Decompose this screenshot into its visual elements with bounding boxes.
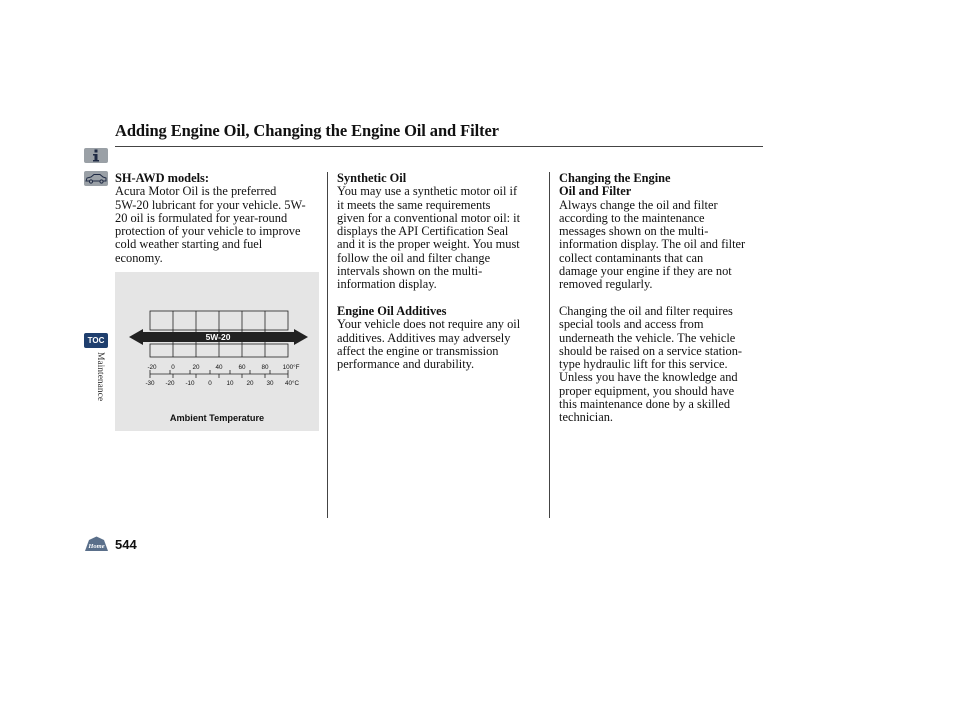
text-line: intervals shown on the multi- xyxy=(337,264,483,279)
text-line: 20 oil is formulated for year-round xyxy=(115,210,288,225)
c-tick: -10 xyxy=(185,380,195,387)
text-line: underneath the vehicle. The vehicle xyxy=(559,330,736,345)
heading-sh-awd: SH-AWD models: xyxy=(115,171,209,185)
text-line: special tools and access from xyxy=(559,317,704,332)
column-divider xyxy=(549,172,550,518)
viscosity-chart xyxy=(115,272,319,431)
text-line: protection of your vehicle to improve xyxy=(115,224,301,239)
f-tick: 0 xyxy=(171,364,175,371)
text-line: information display. xyxy=(337,277,437,292)
text-line: Unless you have the knowledge and xyxy=(559,370,738,385)
text-line: should be raised on a service station- xyxy=(559,343,743,358)
figure-caption: Ambient Temperature xyxy=(169,413,265,423)
paragraph-gap xyxy=(337,292,547,305)
text-line: Acura Motor Oil is the preferred xyxy=(115,184,277,199)
text-line: damage your engine if they are not xyxy=(559,264,732,279)
heading-synthetic-oil: Synthetic Oil xyxy=(337,171,407,185)
title-rule xyxy=(115,146,763,147)
f-tick: 40 xyxy=(215,364,223,371)
c-tick: 30 xyxy=(266,380,274,387)
text-line: additives. Additives may adversely xyxy=(337,330,511,345)
text-line: cold weather starting and fuel xyxy=(115,237,263,252)
text-line: You may use a synthetic motor oil if xyxy=(337,184,518,199)
text-line: 5W-20 lubricant for your vehicle. 5W- xyxy=(115,197,306,212)
text-line: displays the API Certification Seal xyxy=(337,224,509,239)
text-line: economy. xyxy=(115,250,163,265)
text-line: Always change the oil and filter xyxy=(559,197,718,212)
column-changing-oil xyxy=(559,172,769,425)
text-line: collect contaminants that can xyxy=(559,250,704,265)
car-icon[interactable] xyxy=(84,171,108,186)
text-line: type hydraulic lift for this service. xyxy=(559,357,728,372)
text-line: follow the oil and filter change xyxy=(337,250,491,265)
c-tick: -30 xyxy=(145,380,155,387)
home-icon xyxy=(83,536,110,552)
band-label: 5W-20 xyxy=(205,332,231,342)
home-label: Home xyxy=(88,543,105,550)
f-tick: 20 xyxy=(192,364,200,371)
f-tick: -20 xyxy=(147,364,157,371)
page-title: Adding Engine Oil, Changing the Engine Oil and Filter xyxy=(115,121,499,140)
heading-engine-oil-additives: Engine Oil Additives xyxy=(337,303,447,318)
text-line: it meets the same requirements xyxy=(337,197,491,212)
c-tick: -20 xyxy=(165,380,175,387)
f-tick: 80 xyxy=(261,364,269,371)
text-line: this maintenance done by a skilled xyxy=(559,397,731,412)
page-number: 544 xyxy=(115,537,137,552)
column-divider xyxy=(327,172,328,518)
text-line: removed regularly. xyxy=(559,277,653,292)
text-line: and it is the proper weight. You must xyxy=(337,237,520,252)
c-tick: 0 xyxy=(208,380,212,387)
c-tick: 10 xyxy=(226,380,234,387)
text-line: Changing the oil and filter requires xyxy=(559,303,733,318)
info-icon[interactable] xyxy=(84,148,108,163)
column-synthetic-oil xyxy=(337,172,547,371)
section-label: Maintenance xyxy=(95,352,105,402)
toc-button[interactable]: TOC xyxy=(84,333,108,348)
text-line: proper equipment, you should have xyxy=(559,383,735,398)
text-line: Your vehicle does not require any oil xyxy=(337,317,521,332)
heading-oil-and-filter: Oil and Filter xyxy=(559,184,632,199)
c-tick: 40°C xyxy=(284,380,300,387)
home-button[interactable] xyxy=(83,536,110,552)
text-line: affect the engine or transmission xyxy=(337,343,499,358)
text-line: technician. xyxy=(559,410,614,425)
text-line: according to the maintenance xyxy=(559,210,705,225)
f-tick: 60 xyxy=(238,364,246,371)
c-tick: 20 xyxy=(246,380,254,387)
text-line: given for a conventional motor oil: it xyxy=(337,210,521,225)
heading-changing-engine: Changing the Engine xyxy=(559,171,671,185)
column-sh-awd xyxy=(115,172,323,265)
text-line: information display. The oil and filter xyxy=(559,237,746,252)
car-glyph xyxy=(85,173,107,184)
text-line: messages shown on the multi- xyxy=(559,224,709,239)
paragraph-gap xyxy=(559,292,769,305)
viscosity-diagram xyxy=(115,272,319,431)
info-glyph xyxy=(91,149,101,162)
text-line: performance and durability. xyxy=(337,357,475,372)
fahrenheit-tick-marks xyxy=(150,374,288,378)
f-tick: 100°F xyxy=(282,364,300,371)
